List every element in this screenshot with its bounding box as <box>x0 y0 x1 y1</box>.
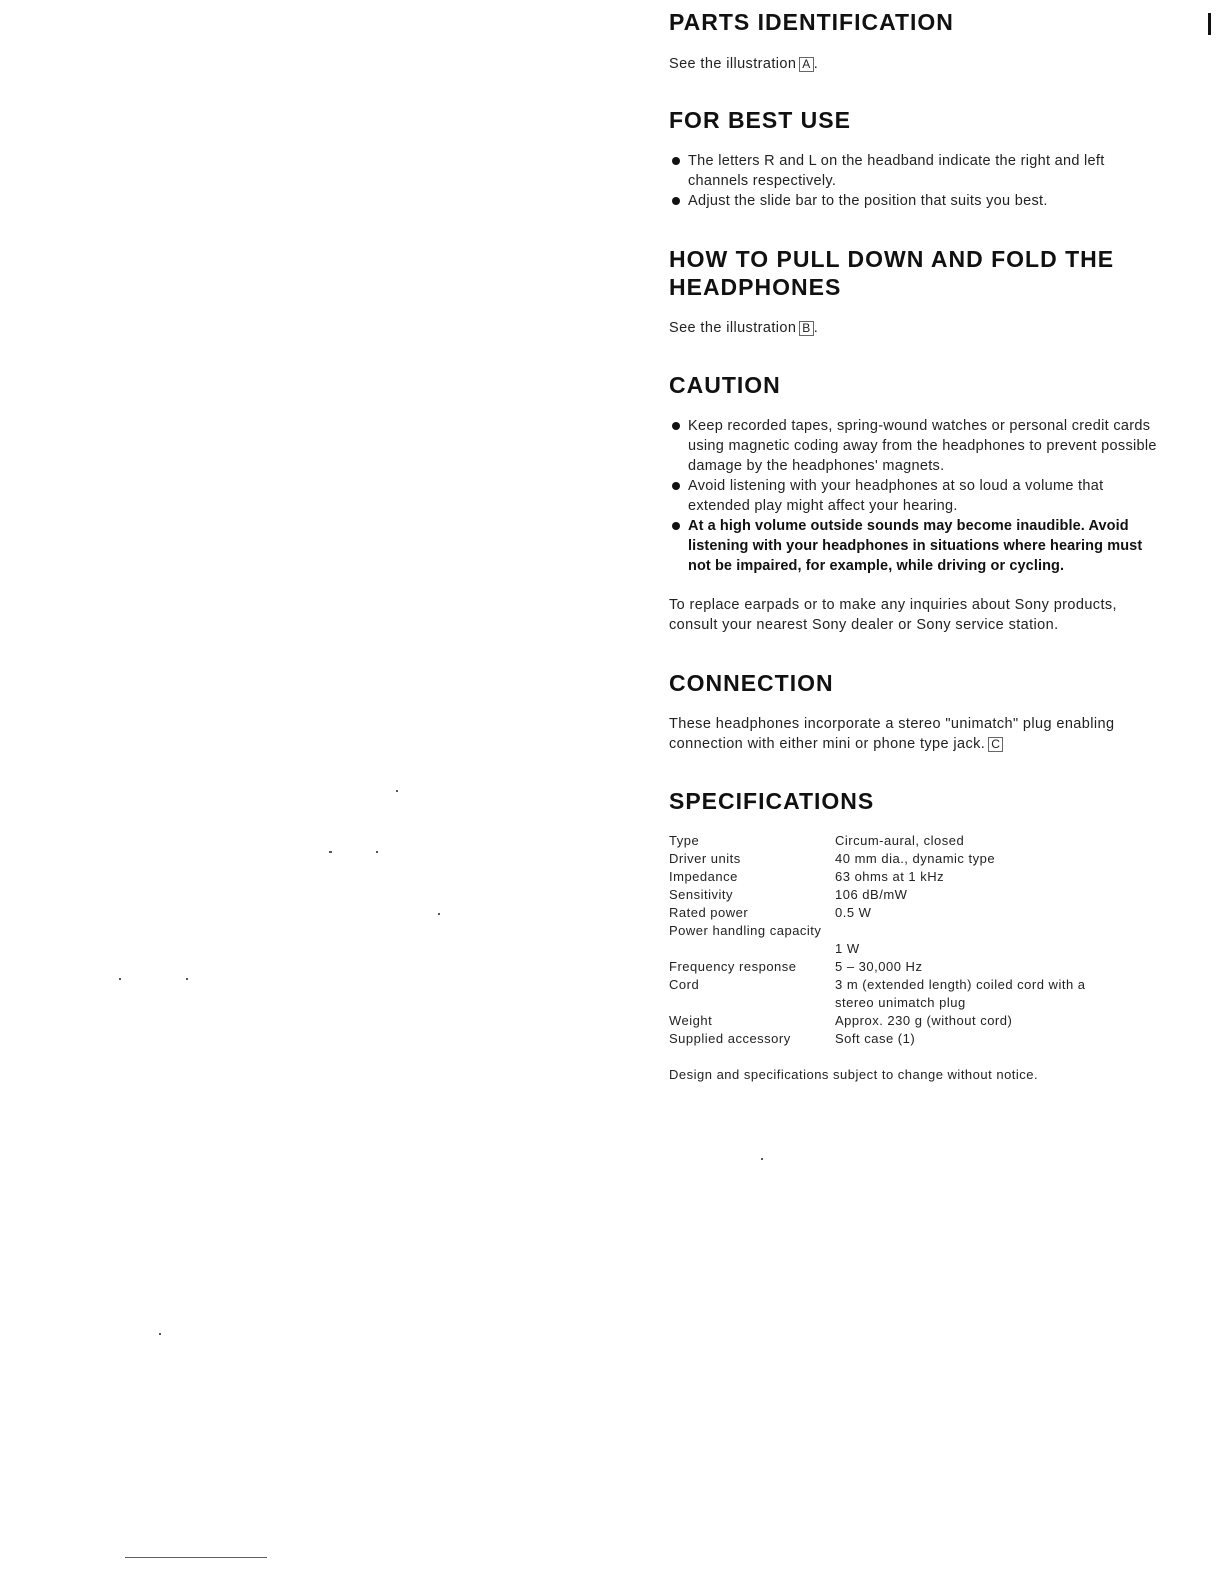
spec-value: 5 – 30,000 Hz <box>835 959 923 974</box>
fold-suffix: . <box>813 320 819 336</box>
spec-label: Frequency response <box>669 959 797 974</box>
table-row <box>669 940 1125 958</box>
spec-value: Approx. 230 g (without cord) <box>835 1013 1013 1028</box>
list-item-text: Avoid listening with your headphones at so loud a volume that extended play might affect your hearing. <box>688 478 1104 514</box>
fold-heading: HOW TO PULL DOWN AND FOLD THE HEADPHONES <box>669 246 1115 300</box>
spec-label: Impedance <box>669 869 738 884</box>
table-row <box>669 1012 1125 1030</box>
list-item-text: At a high volume outside sounds may become inaudible. Avoid listening with your headphones in situations where hearing must not be impaired, for example, while driving or cycling. <box>688 518 1143 574</box>
spec-label: Cord <box>669 977 700 992</box>
spec-label: Supplied accessory <box>669 1031 791 1046</box>
parts-identification-section <box>669 8 1159 74</box>
list-item-text: Keep recorded tapes, spring-wound watches or personal credit cards using magnetic coding away from the headphones to prevent possible damage by the headphones' magnets. <box>688 418 1157 474</box>
scan-speck <box>329 851 332 853</box>
specifications-heading: SPECIFICATIONS <box>669 788 875 814</box>
table-row <box>669 904 1125 922</box>
parts-identification-text <box>669 54 1159 74</box>
caution-section <box>669 371 1159 635</box>
table-row <box>669 850 1125 868</box>
table-row <box>669 868 1125 886</box>
list-item <box>669 151 1159 191</box>
bullet-icon <box>672 522 680 530</box>
spec-label: Power handling capacity <box>669 923 822 938</box>
illustration-ref-c: C <box>988 737 1003 752</box>
spec-label: Weight <box>669 1013 713 1028</box>
table-row <box>669 922 1125 940</box>
spec-value: 1 W <box>835 941 860 956</box>
illustration-ref-a: A <box>799 57 813 72</box>
best-use-section <box>669 106 1159 211</box>
caution-list <box>669 416 1159 576</box>
scan-speck <box>186 978 188 980</box>
connection-text <box>669 714 1159 754</box>
specifications-table <box>669 832 1125 1048</box>
table-row <box>669 976 1125 1012</box>
best-use-list <box>669 151 1159 211</box>
list-item <box>669 191 1159 211</box>
scan-speck <box>761 1158 763 1160</box>
bullet-icon <box>672 197 680 205</box>
spec-label: Driver units <box>669 851 741 866</box>
scan-speck <box>396 790 398 792</box>
specifications-note: Design and specifications subject to change without notice. <box>669 1067 1039 1082</box>
spec-label: Type <box>669 833 700 848</box>
scan-speck <box>159 1333 161 1335</box>
page-bottom-rule <box>125 1557 267 1558</box>
connection-text-body: These headphones incorporate a stereo "unimatch" plug enabling connection with either mini or phone type jack. <box>669 716 1115 752</box>
list-item <box>669 476 1159 516</box>
table-row <box>669 1030 1125 1048</box>
best-use-heading: FOR BEST USE <box>669 107 851 133</box>
connection-heading: CONNECTION <box>669 670 834 696</box>
spec-label: Sensitivity <box>669 887 734 902</box>
connection-section <box>669 669 1159 754</box>
parts-identification-heading: PARTS IDENTIFICATION <box>669 9 954 35</box>
list-item-warning <box>669 516 1159 576</box>
bullet-icon <box>672 482 680 490</box>
spec-value: 40 mm dia., dynamic type <box>835 851 996 866</box>
fold-text-label: See the illustration <box>669 320 797 336</box>
scan-speck <box>376 851 378 853</box>
list-item-text: Adjust the slide bar to the position that suits you best. <box>688 193 1048 209</box>
table-row <box>669 886 1125 904</box>
spec-value: 3 m (extended length) coiled cord with a stereo unimatch plug <box>835 977 1086 1010</box>
list-item <box>669 416 1159 476</box>
fold-section <box>669 245 1159 338</box>
page-edge-mark <box>1208 13 1211 35</box>
illustration-ref-b: B <box>799 321 813 336</box>
bullet-icon <box>672 157 680 165</box>
table-row <box>669 958 1125 976</box>
parts-text: See the illustration <box>669 56 797 72</box>
spec-value: 0.5 W <box>835 905 872 920</box>
caution-note: To replace earpads or to make any inquiries about Sony products, consult your nearest Sony dealer or Sony service station. <box>669 597 1117 633</box>
scan-speck <box>119 978 121 980</box>
specifications-section <box>669 787 1159 1085</box>
bullet-icon <box>672 422 680 430</box>
fold-text <box>669 318 1159 338</box>
scan-speck <box>438 913 440 915</box>
table-row <box>669 832 1125 850</box>
caution-heading: CAUTION <box>669 372 781 398</box>
spec-value: Circum-aural, closed <box>835 833 965 848</box>
spec-label: Rated power <box>669 905 749 920</box>
spec-value: 63 ohms at 1 kHz <box>835 869 945 884</box>
list-item-text: The letters R and L on the headband indicate the right and left channels respectively. <box>688 153 1105 189</box>
spec-value: Soft case (1) <box>835 1031 916 1046</box>
parts-suffix: . <box>813 56 819 72</box>
spec-value: 106 dB/mW <box>835 887 908 902</box>
